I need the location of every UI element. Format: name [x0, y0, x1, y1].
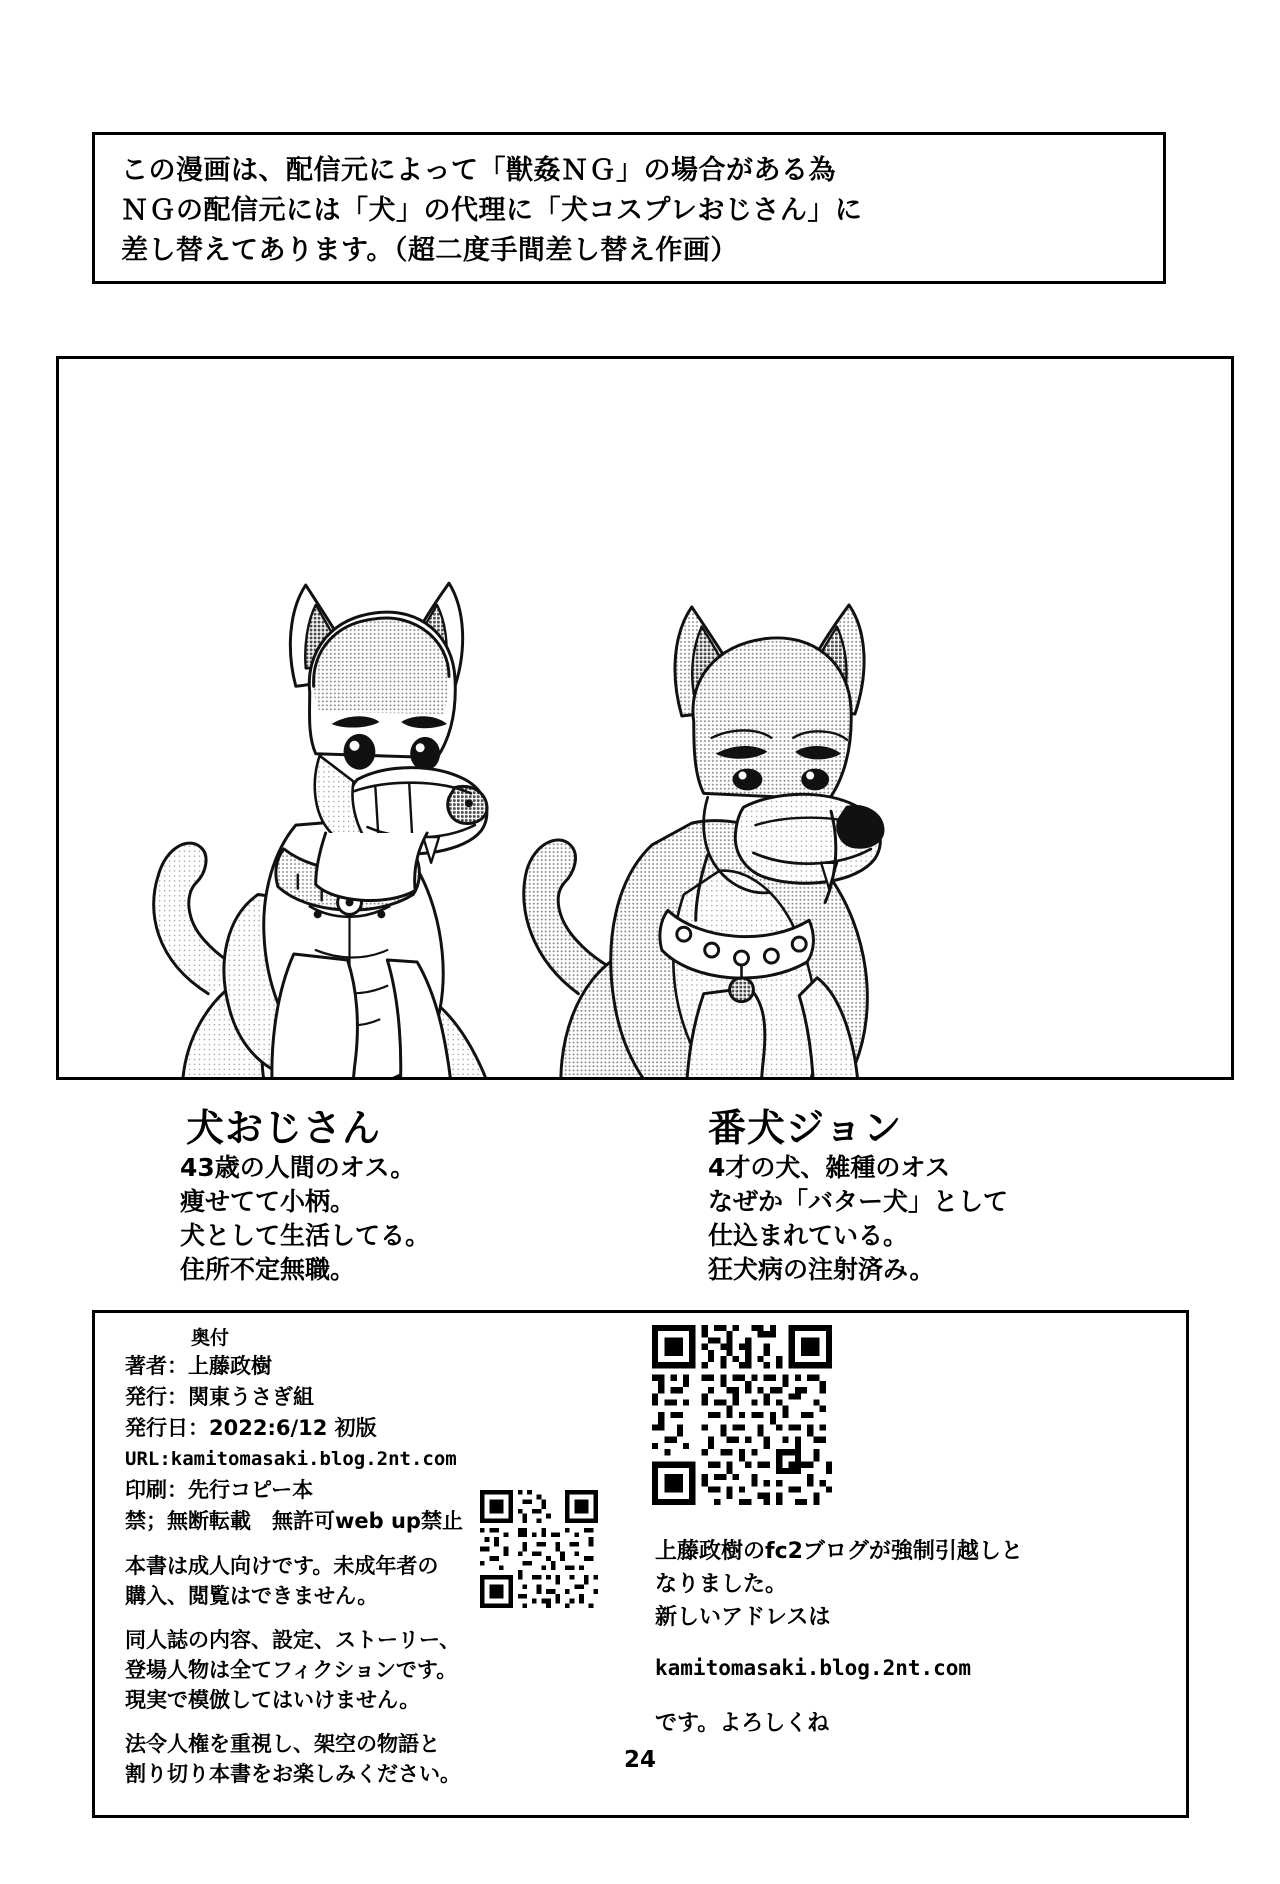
colophon-paragraph-line: 法令人権を重視し、架空の物語と: [125, 1732, 440, 1756]
page-number: 24: [623, 1747, 656, 1773]
character-desc-line: 犬として生活してる。: [180, 1221, 431, 1250]
qr-code-large-icon: [652, 1325, 832, 1505]
colophon-paragraph-line: 本書は成人向けです。未成年者の: [125, 1554, 439, 1578]
colophon-paragraph-line: 現実で模倣してはいけません。: [125, 1688, 421, 1712]
colophon-date: 発行日：2022:6/12 初版: [125, 1416, 377, 1440]
colophon-paragraph-line: 割り切り本書をお楽しみください。: [125, 1762, 461, 1786]
colophon-print: 印刷：先行コピー本: [125, 1478, 314, 1502]
notice-line-3: 差し替えてあります。（超二度手間差し替え作画）: [121, 235, 738, 266]
character-desc-line: 43歳の人間のオス。: [180, 1153, 416, 1182]
character-desc-line: 4才の犬、雑種のオス: [708, 1153, 951, 1182]
character-name: 番犬ジョン: [708, 1106, 903, 1150]
blog-move-notice-line: 新しいアドレスは: [655, 1605, 831, 1630]
figure-dog-costume-man: [154, 583, 512, 1077]
character-profile-right: [708, 1105, 1008, 1287]
colophon-title: 奥付: [191, 1327, 230, 1349]
notice-line-1: この漫画は、配信元によって「獣姦ＮＧ」の場合がある為: [121, 155, 836, 186]
colophon-ban: 禁；無断転載 無許可web up禁止: [125, 1509, 463, 1533]
colophon-publisher: 発行：関東うさぎ組: [125, 1385, 314, 1409]
character-profile-left: [180, 1105, 430, 1287]
colophon-paragraph-line: 購入、閲覧はできません。: [125, 1584, 379, 1608]
colophon-paragraph-fiction: [125, 1625, 595, 1715]
character-desc-line: 痩せてて小柄。: [180, 1187, 356, 1216]
blog-move-notice-line: 上藤政樹のfc2ブログが強制引越しと: [655, 1539, 1023, 1564]
character-desc-line: 住所不定無職。: [180, 1255, 356, 1284]
notice-box: [92, 132, 1166, 284]
character-name: 犬おじさん: [186, 1106, 382, 1150]
colophon-url: URL:kamitomasaki.blog.2nt.com: [125, 1448, 457, 1470]
character-illustration-frame: [56, 356, 1234, 1080]
colophon-right-column: [655, 1535, 1175, 1740]
character-desc-line: なぜか「バター犬」として: [708, 1187, 1009, 1216]
colophon-box: [92, 1310, 1189, 1818]
notice-line-2: ＮＧの配信元には「犬」の代理に「犬コスプレおじさん」に: [121, 195, 863, 226]
character-desc-line: 狂犬病の注射済み。: [708, 1255, 935, 1284]
qr-code-small-icon: [480, 1490, 598, 1608]
colophon-author: 著者：上藤政樹: [125, 1354, 272, 1378]
character-desc-line: 仕込まれている。: [708, 1221, 909, 1250]
blog-move-closing: です。よろしくね: [655, 1711, 830, 1736]
character-illustration: [59, 359, 1231, 1077]
colophon-paragraph-line: 同人誌の内容、設定、ストーリー、: [125, 1628, 461, 1652]
figure-guard-dog: [524, 605, 883, 1077]
new-blog-url: kamitomasaki.blog.2nt.com: [655, 1656, 972, 1680]
colophon-paragraph-line: 登場人物は全てフィクションです。: [125, 1658, 458, 1682]
blog-move-notice-line: なりました。: [655, 1572, 788, 1597]
